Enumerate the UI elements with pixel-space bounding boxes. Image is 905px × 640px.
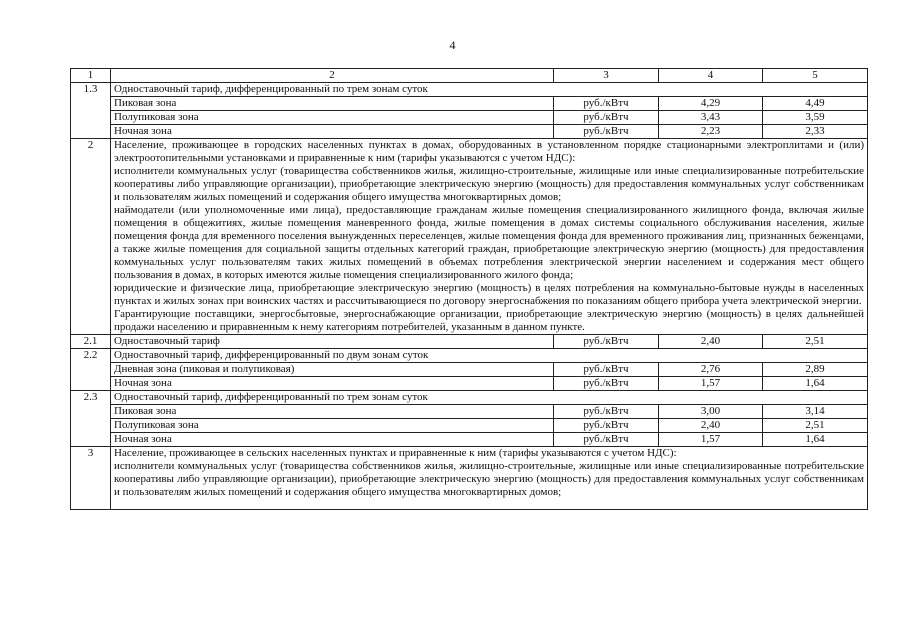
tariff-value-1: 1,57 <box>659 377 763 391</box>
table-row <box>71 363 868 377</box>
table-header-row <box>71 69 868 83</box>
table-row <box>71 111 868 125</box>
tariff-label: Одноставочный тариф <box>111 335 554 349</box>
table-row <box>71 97 868 111</box>
description-paragraph: Гарантирующие поставщики, энергосбытовые, энергоснабжающие организации, приобретающие электрическую энергию (мощность) в целях дальнейшей продажи населению и приравненным к нему категориям потребителей, указанным в данном пункте. <box>114 308 864 333</box>
tariff-value-2: 3,59 <box>763 111 868 125</box>
unit-cell: руб./кВтч <box>554 405 659 419</box>
description-paragraph: исполнители коммунальных услуг (товарищества собственников жилья, жилищно-строительные, жилищные или иные специализированные потребительские кооперативы либо управляющие организации), приобретающие электрическую энергию (мощность) для предоставления коммунальных услуг собственникам и пользователям жилых помещений и содержания общего имущества многоквартирных домов; <box>114 460 864 498</box>
description-paragraph: Население, проживающее в сельских населенных пунктах и приравненные к ним (тарифы указываются с учетом НДС): <box>114 447 677 459</box>
header-col-3: 3 <box>554 69 659 83</box>
zone-label: Полупиковая зона <box>111 111 554 125</box>
table-row <box>71 83 868 97</box>
zone-label: Дневная зона (пиковая и полупиковая) <box>111 363 554 377</box>
zone-label: Пиковая зона <box>111 405 554 419</box>
header-col-1: 1 <box>71 69 111 83</box>
tariff-value-2: 4,49 <box>763 97 868 111</box>
table-row <box>71 377 868 391</box>
unit-cell: руб./кВтч <box>554 363 659 377</box>
table-row <box>71 139 868 335</box>
table-row <box>71 349 868 363</box>
unit-cell: руб./кВтч <box>554 335 659 349</box>
row-number: 3 <box>71 447 111 510</box>
row-number: 2.1 <box>71 335 111 349</box>
tariff-value-1: 4,29 <box>659 97 763 111</box>
description-paragraph: исполнители коммунальных услуг (товарищества собственников жилья, жилищно-строительные, жилищные или иные специализированные потребительские кооперативы либо управляющие организации), приобретающие электрическую энергию (мощность) для предоставления коммунальных услуг собственникам и пользователям жилых помещений и содержания общего имущества многоквартирных домов; <box>114 165 864 203</box>
unit-cell: руб./кВтч <box>554 419 659 433</box>
tariff-value-1: 3,00 <box>659 405 763 419</box>
zone-label: Пиковая зона <box>111 97 554 111</box>
section-title: Одноставочный тариф, дифференцированный по трем зонам суток <box>111 83 868 97</box>
unit-cell: руб./кВтч <box>554 97 659 111</box>
tariff-value-1: 2,40 <box>659 335 763 349</box>
unit-cell: руб./кВтч <box>554 125 659 139</box>
tariff-value-1: 2,76 <box>659 363 763 377</box>
row-number: 2 <box>71 139 111 335</box>
table-row <box>71 391 868 405</box>
unit-cell: руб./кВтч <box>554 377 659 391</box>
tariff-value-1: 2,40 <box>659 419 763 433</box>
tariff-value-2: 1,64 <box>763 377 868 391</box>
header-col-2: 2 <box>111 69 554 83</box>
tariff-value-1: 2,23 <box>659 125 763 139</box>
unit-cell: руб./кВтч <box>554 433 659 447</box>
description-paragraph: Население, проживающее в городских населенных пунктах в домах, оборудованных в установленном порядке стационарными электроплитами и (или) электроотопительными установками и приравненные к ним (тарифы указываются с учетом НДС): <box>114 139 864 164</box>
zone-label: Полупиковая зона <box>111 419 554 433</box>
table-row <box>71 433 868 447</box>
description-paragraph: наймодатели (или уполномоченные ими лица), предоставляющие гражданам жилые помещения специализированного жилищного фонда, включая жилые помещения в общежитиях, жилые помещения маневренного фонда, жилые помещения в домах системы социального обслуживания населения, жилые помещения фонда для временного поселения вынужденных переселенцев, жилые помещения фонда для временного проживания лиц, признанных беженцами, а также жилые помещения для социальной защиты отдельных категорий граждан, приобретающие электрическую энергию (мощность) для предоставления коммунальных услуг пользователям таких жилых помещений в объемах потребления электрической энергии населением и содержания мест общего пользования в домах, в которых имеются жилые помещения специализированного жилого фонда; <box>114 204 864 281</box>
table-row <box>71 447 868 510</box>
row-number: 2.3 <box>71 391 111 447</box>
zone-label: Ночная зона <box>111 125 554 139</box>
tariff-value-2: 2,51 <box>763 419 868 433</box>
tariff-value-2: 2,51 <box>763 335 868 349</box>
description-paragraph: юридические и физические лица, приобретающие электрическую энергию (мощность) в целях потребления на коммунально-бытовые нужды в населенных пунктах и жилых зонах при воинских частях и рассчитывающиеся по договору энергоснабжения по показаниям общего прибора учета электрической энергии. <box>114 282 864 307</box>
tariff-value-2: 2,89 <box>763 363 868 377</box>
table-row <box>71 125 868 139</box>
category-description <box>111 139 868 335</box>
table-row <box>71 405 868 419</box>
tariff-value-2: 1,64 <box>763 433 868 447</box>
tariff-value-2: 2,33 <box>763 125 868 139</box>
header-col-4: 4 <box>659 69 763 83</box>
header-col-5: 5 <box>763 69 868 83</box>
row-number: 2.2 <box>71 349 111 391</box>
tariff-value-1: 1,57 <box>659 433 763 447</box>
zone-label: Ночная зона <box>111 377 554 391</box>
unit-cell: руб./кВтч <box>554 111 659 125</box>
table-row <box>71 419 868 433</box>
table-row <box>71 335 868 349</box>
section-title: Одноставочный тариф, дифференцированный по двум зонам суток <box>111 349 868 363</box>
page-number: 4 <box>449 38 456 52</box>
category-description <box>111 447 868 510</box>
row-number: 1.3 <box>71 83 111 139</box>
tariff-value-2: 3,14 <box>763 405 868 419</box>
zone-label: Ночная зона <box>111 433 554 447</box>
section-title: Одноставочный тариф, дифференцированный по трем зонам суток <box>111 391 868 405</box>
tariff-table <box>70 68 868 510</box>
tariff-value-1: 3,43 <box>659 111 763 125</box>
